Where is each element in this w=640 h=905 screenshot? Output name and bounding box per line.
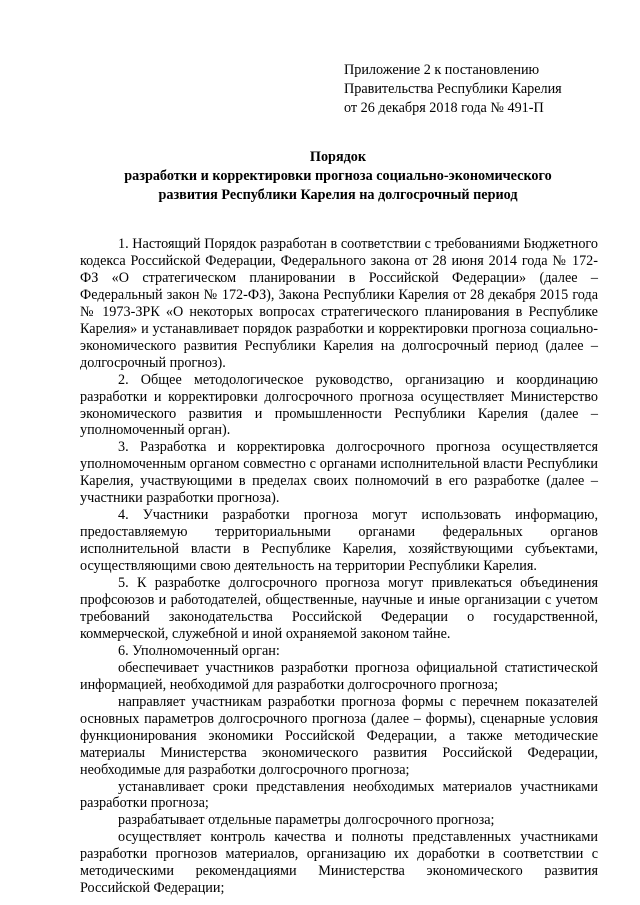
paragraph: осуществляет контроль качества и полноты представленных участниками разработки прогнозов материалов, организацию их доработки в соответствии с методическими рекомендациями Министерства экономического развития Российской Федерации;: [80, 829, 598, 897]
paragraph: 4. Участники разработки прогноза могут использовать информацию, предоставляемую территориальными органами федеральных органов исполнительной власти в Республике Карелия, хозяйствующими субъектами, осуществляющими свою деятельность на территории Республики Карелия.: [80, 507, 598, 575]
paragraph: устанавливает сроки представления необходимых материалов участниками разработки прогноза;: [80, 778, 598, 812]
paragraph: направляет участникам разработки прогноза формы с перечнем показателей основных параметров долгосрочного прогноза (далее – формы), сценарные условия функционирования экономики Российской Федерации, а также методические материалы Министерства экономического развития Российской Федерации, необходимые для разработки долгосрочного прогноза;: [80, 693, 598, 778]
paragraph: 6. Уполномоченный орган:: [118, 642, 280, 659]
paragraph: 3. Разработка и корректировка долгосрочного прогноза осуществляется уполномоченным органом совместно с органами исполнительной власти Республики Карелия, участвующими в пределах своих полномочий в его разработке (далее – участники разработки прогноза).: [80, 439, 598, 507]
appendix-header: [344, 61, 614, 118]
appendix-header-line: Правительства Республики Карелия: [344, 81, 562, 97]
title-line: развития Республики Карелия на долгосрочный период: [158, 187, 518, 203]
title-line: Порядок: [309, 149, 367, 165]
appendix-header-line: Приложение 2 к постановлению: [344, 62, 540, 78]
appendix-header-line: от 26 декабря 2018 года № 491-П: [344, 100, 544, 116]
paragraph: 2. Общее методологическое руководство, организацию и координацию разработки и корректировки долгосрочного прогноза осуществляет Министерство экономического развития и промышленности Республики Карелия (далее – уполномоченный орган).: [80, 371, 598, 439]
document-body: [80, 236, 598, 897]
paragraph: 5. К разработке долгосрочного прогноза могут привлекаться объединения профсоюзов и работодателей, общественные, научные и иные организации с учетом требований законодательства Российской Федерации о государственной, коммерческой, служебной и иной охраняемой законом тайне.: [80, 575, 598, 642]
document-title: [60, 148, 616, 205]
title-line: разработки и корректировки прогноза социально-экономического: [124, 168, 552, 184]
paragraph: разрабатывает отдельные параметры долгосрочного прогноза;: [118, 812, 495, 829]
paragraph: обеспечивает участников разработки прогноза официальной статистической информацией, необходимой для разработки долгосрочного прогноза;: [80, 659, 598, 693]
paragraph: 1. Настоящий Порядок разработан в соответствии с требованиями Бюджетного кодекса Российской Федерации, Федерального закона от 28 июня 2014 года № 172-ФЗ «О стратегическом планировании в Российской Федерации» (далее – Федеральный закон № 172-ФЗ), Закона Республики Карелия от 28 декабря 2015 года № 1973-ЗРК «О некоторых вопросах стратегического планирования в Республике Карелия» и устанавливает порядок разработки и корректировки прогноза социально-экономического развития Республики Карелия на долгосрочный период (далее – долгосрочный прогноз).: [80, 236, 598, 371]
